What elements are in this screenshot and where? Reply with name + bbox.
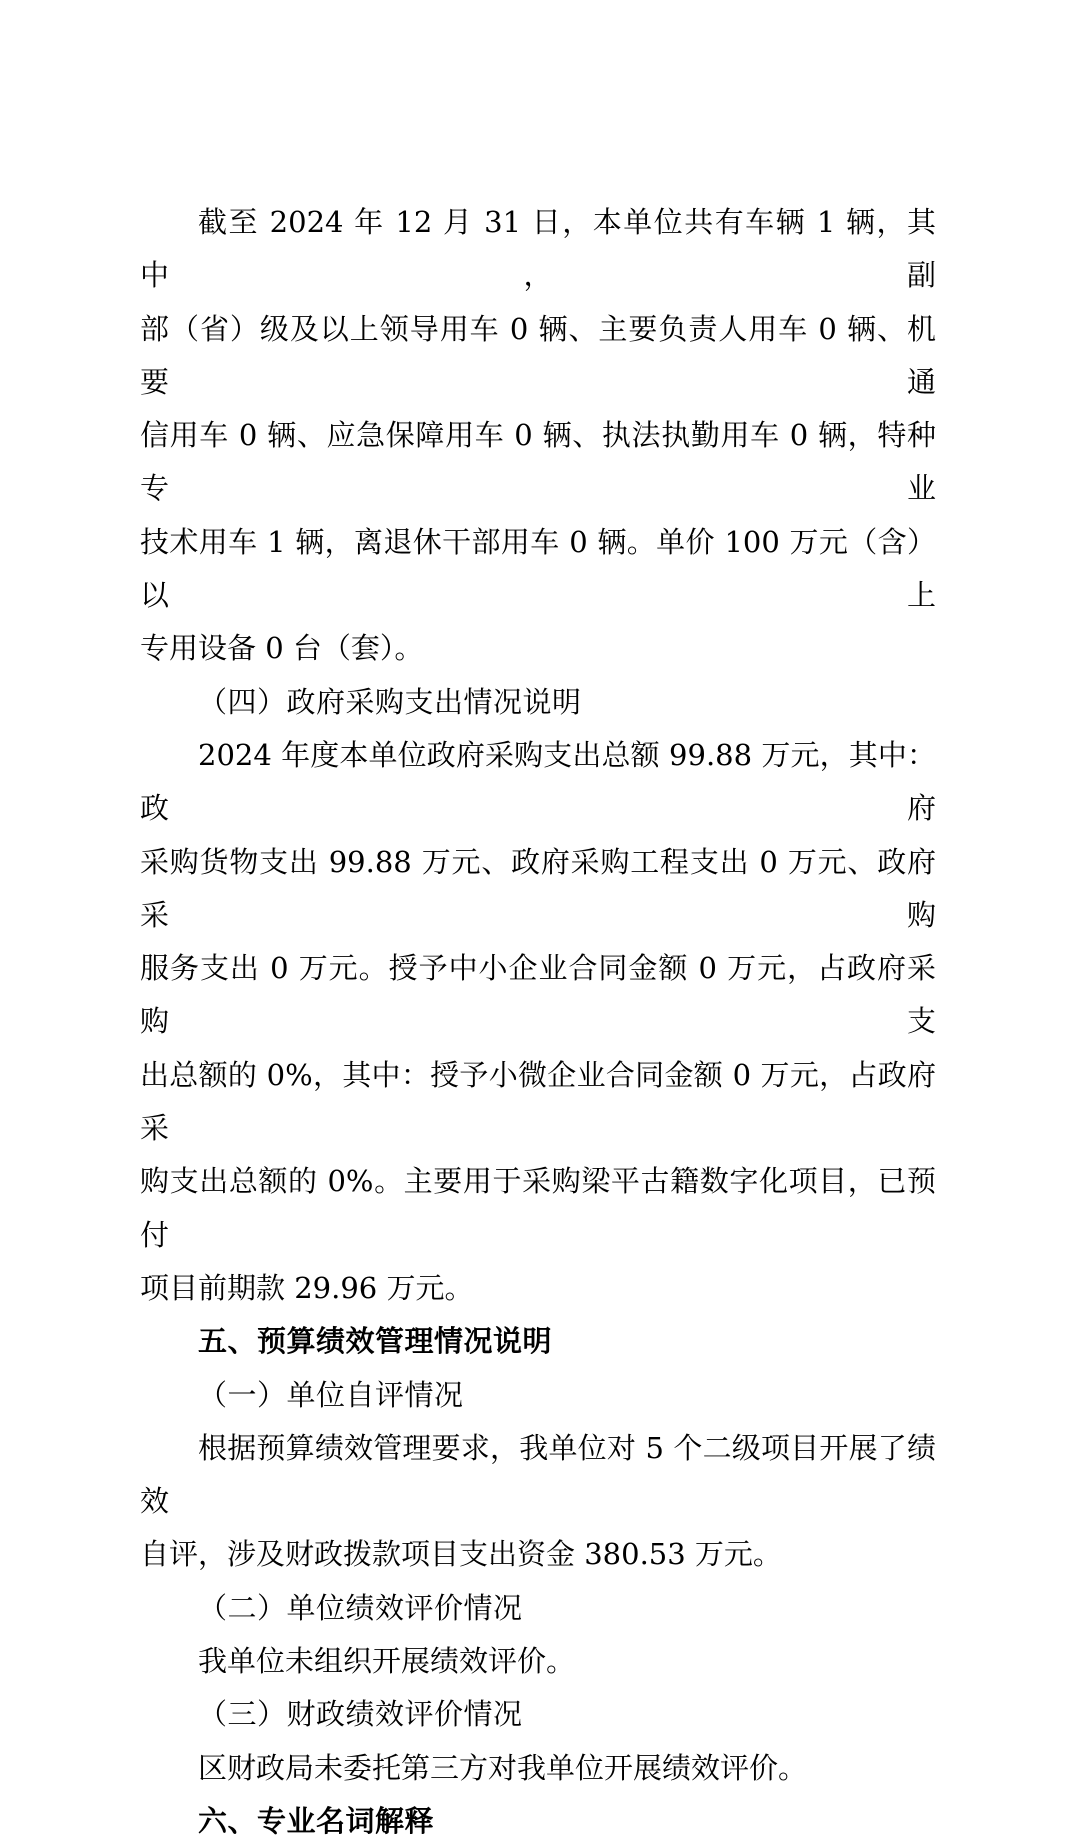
sub-section-heading — [140, 676, 936, 729]
text-line: 我单位未组织开展绩效评价。 — [198, 1644, 576, 1679]
text-line: （四）政府采购支出情况说明 — [198, 684, 582, 719]
paragraph — [140, 1635, 936, 1688]
text-line: （三）财政绩效评价情况 — [198, 1697, 523, 1732]
text-line: 技术用车 1 辆，离退休干部用车 0 辆。单价 100 万元（含）以上 — [140, 524, 936, 613]
text-line: 服务支出 0 万元。授予中小企业合同金额 0 万元，占政府采购支 — [140, 951, 936, 1039]
paragraph — [140, 1422, 936, 1582]
text-line: 采购货物支出 99.88 万元、政府采购工程支出 0 万元、政府采购 — [140, 844, 936, 932]
text-line: 购支出总额的 0%。主要用于采购梁平古籍数字化项目，已预付 — [140, 1164, 936, 1252]
section-heading — [140, 1795, 936, 1848]
document-content — [140, 196, 936, 1848]
paragraph — [140, 196, 936, 676]
text-line: 出总额的 0%，其中：授予小微企业合同金额 0 万元，占政府采 — [140, 1057, 936, 1146]
sub-section-heading — [140, 1582, 936, 1635]
text-line: （一）单位自评情况 — [198, 1377, 464, 1412]
text-line: 五、预算绩效管理情况说明 — [198, 1324, 553, 1359]
text-line: 根据预算绩效管理要求，我单位对 5 个二级项目开展了绩效 — [140, 1430, 936, 1519]
paragraph — [140, 729, 936, 1315]
section-heading — [140, 1315, 936, 1368]
text-line: 部（省）级及以上领导用车 0 辆、主要负责人用车 0 辆、机要通 — [140, 311, 936, 399]
text-line: 2024 年度本单位政府采购支出总额 99.88 万元，其中：政府 — [140, 737, 936, 826]
text-line: 六、专业名词解释 — [198, 1803, 435, 1838]
text-line: 自评，涉及财政拨款项目支出资金 380.53 万元。 — [140, 1537, 782, 1572]
sub-section-heading — [140, 1369, 936, 1422]
sub-section-heading — [140, 1688, 936, 1741]
text-line: 专用设备 0 台（套）。 — [140, 631, 424, 666]
text-line: 截至 2024 年 12 月 31 日，本单位共有车辆 1 辆，其中，副 — [140, 205, 936, 293]
text-line: 项目前期款 29.96 万元。 — [140, 1270, 474, 1305]
text-line: （二）单位绩效评价情况 — [198, 1590, 523, 1625]
text-line: 信用车 0 辆、应急保障用车 0 辆、执法执勤用车 0 辆，特种专业 — [140, 418, 936, 506]
paragraph — [140, 1742, 936, 1795]
text-line: 区财政局未委托第三方对我单位开展绩效评价。 — [198, 1750, 808, 1785]
